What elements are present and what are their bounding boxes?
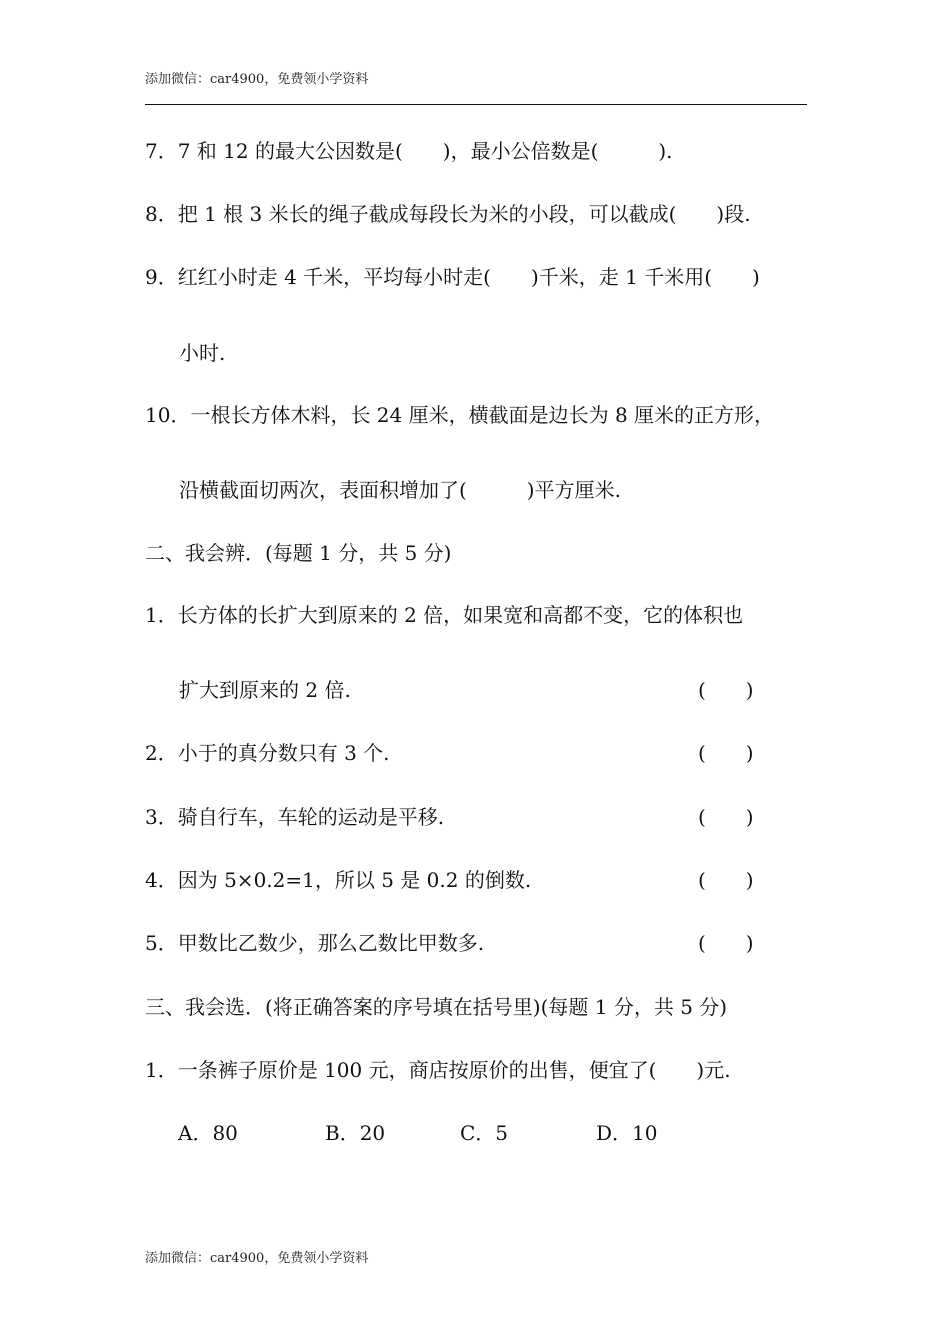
judge-item-3: 3．骑自行车，车轮的运动是平移. — [145, 805, 445, 829]
judge-item-1-line1: 1．长方体的长扩大到原来的 2 倍，如果宽和高都不变，它的体积也 — [145, 603, 744, 627]
section-choice-title: 三、我会选．(将正确答案的序号填在括号里)(每题 1 分，共 5 分) — [145, 995, 728, 1019]
section-judge-title: 二、我会辨．(每题 1 分，共 5 分) — [145, 541, 452, 565]
choice-question-1: 1．一条裤子原价是 100 元，商店按原价的出售，便宜了( )元. — [145, 1058, 731, 1082]
judge-item-3-brackets: ( ) — [698, 805, 754, 829]
question-10-line1: 10．一根长方体木料，长 24 厘米，横截面是边长为 8 厘米的正方形， — [145, 403, 775, 427]
judge-item-2-brackets: ( ) — [698, 741, 754, 765]
judge-item-1-line2: 扩大到原来的 2 倍. — [179, 678, 351, 702]
judge-item-4-brackets: ( ) — [698, 868, 754, 892]
question-9-line2: 小时. — [179, 341, 226, 365]
judge-item-5: 5．甲数比乙数少，那么乙数比甲数多. — [145, 931, 485, 955]
header-rule — [145, 104, 807, 105]
choice-option-c: C．5 — [460, 1121, 509, 1145]
choice-option-d: D．10 — [596, 1121, 658, 1145]
header-note: 添加微信：car4900，免费领小学资料 — [145, 72, 369, 87]
judge-item-1-brackets: ( ) — [698, 678, 754, 702]
choice-option-a: A．80 — [178, 1121, 238, 1145]
question-8: 8．把 1 根 3 米长的绳子截成每段长为米的小段，可以截成( )段. — [145, 202, 751, 226]
choice-option-b: B．20 — [325, 1121, 386, 1145]
question-9-line1: 9．红红小时走 4 千米，平均每小时走( )千米，走 1 千米用( ) — [145, 265, 760, 289]
question-7: 7．7 和 12 的最大公因数是( )，最小公倍数是( ). — [145, 139, 673, 163]
question-10-line2: 沿横截面切两次，表面积增加了( )平方厘米. — [179, 478, 621, 502]
judge-item-4: 4．因为 5×0.2=1，所以 5 是 0.2 的倒数. — [145, 868, 532, 892]
judge-item-5-brackets: ( ) — [698, 931, 754, 955]
footer-note: 添加微信：car4900，免费领小学资料 — [145, 1251, 369, 1266]
judge-item-2: 2．小于的真分数只有 3 个. — [145, 741, 390, 765]
